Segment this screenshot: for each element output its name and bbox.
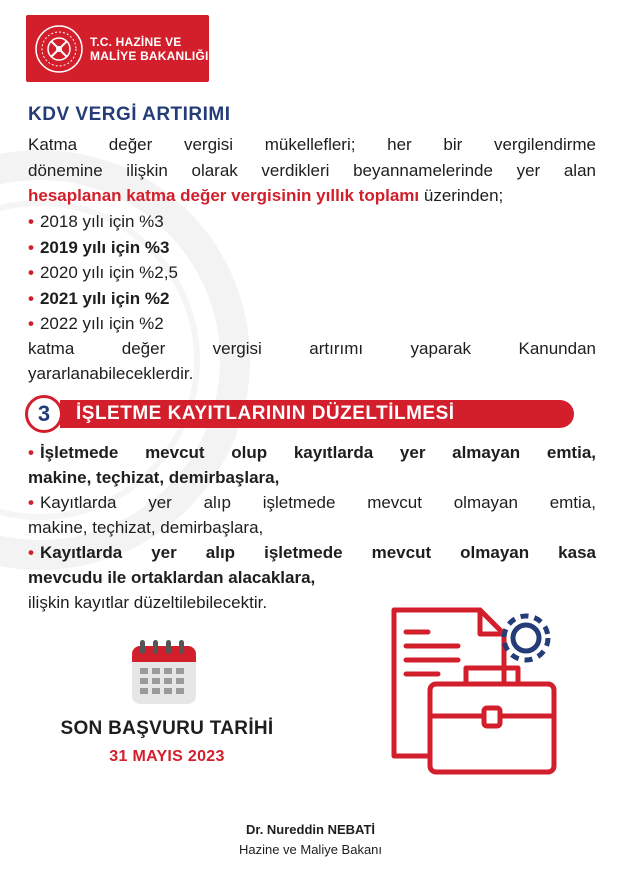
bullet-icon: • bbox=[28, 288, 34, 308]
rate-item-text: 2021 yılı için %2 bbox=[39, 288, 170, 308]
logo-line-1: T.C. HAZİNE VE bbox=[90, 34, 182, 49]
kdv-rate-list bbox=[28, 209, 178, 337]
rate-item-text: 2022 yılı için %2 bbox=[39, 314, 164, 333]
document-briefcase-gear-icon bbox=[388, 606, 560, 778]
rate-item-2022 bbox=[28, 311, 178, 337]
kdv-intro-line-2: dönemine ilişkin olarak verdikleri beyannamelerinde yer alan bbox=[28, 161, 596, 180]
logo-line-2: MALİYE BAKANLIĞI bbox=[90, 48, 209, 63]
bullet-icon: • bbox=[28, 493, 34, 512]
bullet-icon: • bbox=[28, 543, 34, 562]
item-2-text: Kayıtlarda yer alıp işletmede mevcut olmayan emtia, bbox=[39, 493, 596, 512]
rate-item-text: 2020 yılı için %2,5 bbox=[39, 263, 178, 282]
kdv-outro-line-2: yararlanabileceklerdir. bbox=[28, 364, 194, 383]
bullet-icon: • bbox=[28, 314, 34, 333]
deadline-label: SON BAŞVURU TARİHİ bbox=[60, 718, 274, 739]
section-3-item-3-line-2: mevcudu ile ortaklardan alacaklara, bbox=[28, 568, 316, 587]
kdv-section-title: KDV VERGİ ARTIRIMI bbox=[28, 104, 231, 125]
rate-item-text: 2018 yılı için %3 bbox=[39, 212, 164, 231]
section-3-title: İŞLETME KAYITLARININ DÜZELTİLMESİ bbox=[76, 403, 455, 424]
section-number-badge: 3 bbox=[25, 395, 63, 433]
ministry-logo bbox=[26, 15, 209, 82]
bullet-icon: • bbox=[28, 443, 34, 462]
kdv-intro-line-3 bbox=[28, 183, 596, 208]
kdv-intro-highlight: hesaplanan katma değer vergisinin yıllık toplamı bbox=[28, 186, 420, 205]
rate-item-2019 bbox=[28, 235, 178, 261]
section-3-item-1-line-2: makine, teçhizat, demirbaşlara, bbox=[28, 468, 280, 487]
rate-item-2020 bbox=[28, 260, 178, 286]
bullet-icon: • bbox=[28, 237, 34, 257]
deadline-date: 31 MAYIS 2023 bbox=[109, 748, 225, 765]
calendar-icon bbox=[130, 638, 200, 706]
section-3-item-1-line-1 bbox=[28, 440, 596, 465]
rate-item-2018 bbox=[28, 209, 178, 235]
ministry-seal-icon bbox=[34, 24, 84, 74]
signature-title: Hazine ve Maliye Bakanı bbox=[238, 842, 383, 857]
signature-name: Dr. Nureddin NEBATİ bbox=[245, 822, 376, 837]
rate-item-2021 bbox=[28, 286, 178, 312]
kdv-intro-line-1: Katma değer vergisi mükellefleri; her bir vergilendirme bbox=[28, 135, 596, 154]
item-3-text: Kayıtlarda yer alıp işletmede mevcut olmayan kasa bbox=[39, 543, 596, 562]
kdv-outro-line-1: katma değer vergisi artırımı yaparak Kanundan bbox=[28, 339, 596, 358]
section-3-item-2-line-2: makine, teçhizat, demirbaşlara, bbox=[28, 518, 264, 537]
kdv-intro-tail: üzerinden; bbox=[419, 186, 504, 205]
bullet-icon: • bbox=[28, 212, 34, 231]
section-3-closing: ilişkin kayıtlar düzeltilebilecektir. bbox=[28, 593, 268, 612]
rate-item-text: 2019 yılı için %3 bbox=[39, 237, 170, 257]
item-1-text: İşletmede mevcut olup kayıtlarda yer almayan emtia, bbox=[39, 443, 596, 462]
bullet-icon: • bbox=[28, 263, 34, 282]
section-3-item-2-line-1 bbox=[28, 490, 596, 515]
section-3-item-3-line-1 bbox=[28, 540, 596, 565]
